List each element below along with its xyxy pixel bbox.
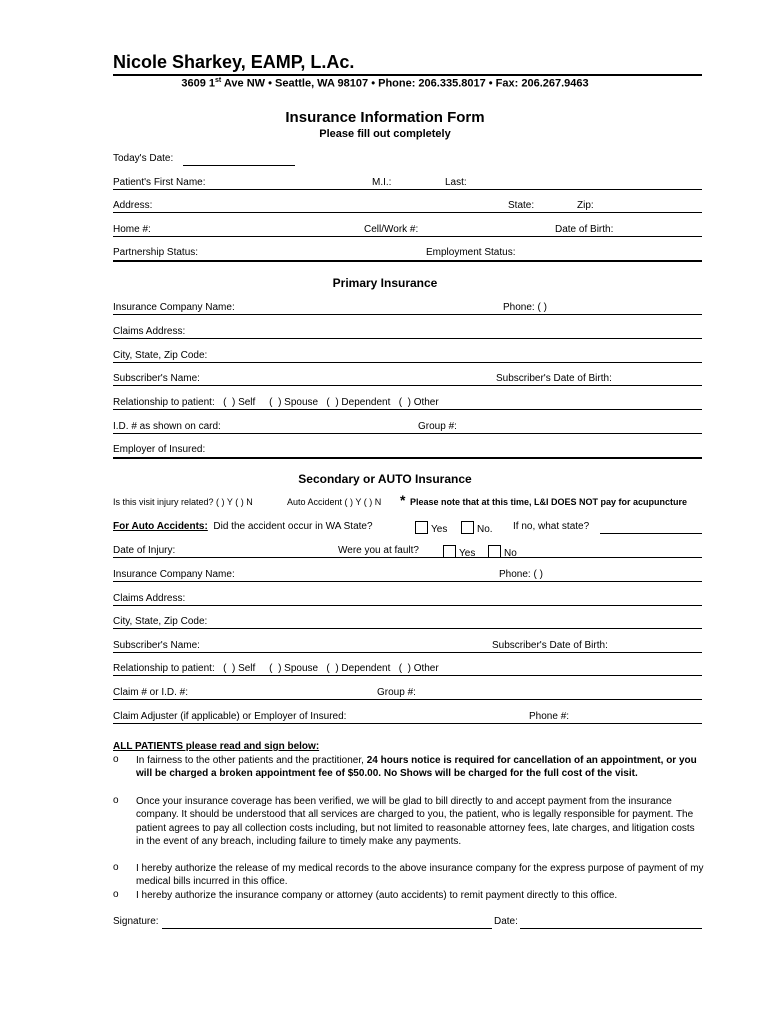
secondary-subscriber-field[interactable]	[113, 652, 702, 653]
wa-no-checkbox[interactable]	[461, 521, 474, 534]
agreement-heading: ALL PATIENTS please read and sign below:	[113, 741, 320, 752]
primary-id-field[interactable]	[113, 433, 702, 434]
claim-id-label: Claim # or I.D. #:	[113, 687, 189, 698]
primary-subscriber-dob-label: Subscriber's Date of Birth:	[496, 373, 612, 384]
wa-no-option[interactable]: No.	[461, 521, 493, 535]
date-injury-field[interactable]	[113, 557, 702, 558]
secondary-group-label: Group #:	[377, 687, 416, 698]
secondary-relationship[interactable]: Relationship to patient: ( ) Self ( ) Spouse ( ) Dependent ( ) Other	[113, 663, 439, 674]
adjuster-field[interactable]	[113, 723, 702, 724]
adjuster-phone-label: Phone #:	[529, 711, 570, 722]
secondary-city-label: City, State, Zip Code:	[113, 616, 208, 627]
primary-id-label: I.D. # as shown on card:	[113, 421, 221, 432]
primary-phone-label: Phone: ( )	[503, 302, 547, 313]
fault-yes-option[interactable]: Yes	[443, 545, 475, 559]
primary-relationship-rule	[113, 409, 702, 410]
wa-question: Did the accident occur in WA State?	[213, 521, 373, 532]
form-title: Insurance Information Form	[285, 109, 485, 126]
agreement-records: I hereby authorize the release of my medical records to the above insurance company for the express purpose of payment of my medical bills incurred in this office.	[136, 863, 704, 888]
secondary-heading: Secondary or AUTO Insurance	[298, 472, 472, 486]
signature-field[interactable]	[162, 928, 492, 929]
primary-subscriber-label: Subscriber's Name:	[113, 373, 200, 384]
home-phone-label: Home #:	[113, 224, 151, 235]
claim-id-field[interactable]	[113, 699, 702, 700]
wa-yes-checkbox[interactable]	[415, 521, 428, 534]
todays-date-label: Today's Date:	[113, 153, 174, 164]
date-injury-label: Date of Injury:	[113, 545, 176, 556]
primary-heading: Primary Insurance	[332, 276, 438, 290]
state-label: State:	[508, 200, 535, 211]
section-rule-1	[113, 260, 702, 262]
auto-accident-row	[113, 521, 373, 532]
practitioner-name: Nicole Sharkey, EAMP, L.Ac.	[113, 52, 355, 72]
dob-label: Date of Birth:	[555, 224, 614, 235]
li-note: Please note that at this time, L&I DOES NOT pay for acupuncture	[410, 497, 688, 507]
bullet-4: o	[113, 889, 119, 900]
zip-label: Zip:	[577, 200, 594, 211]
phone-field[interactable]	[113, 236, 702, 237]
secondary-subscriber-label: Subscriber's Name:	[113, 640, 200, 651]
wa-yes-option[interactable]: Yes	[415, 521, 447, 535]
primary-claims-field[interactable]	[113, 338, 702, 339]
secondary-phone-label: Phone: ( )	[499, 569, 543, 580]
mi-label: M.I.:	[372, 177, 392, 188]
first-name-label: Patient's First Name:	[113, 177, 206, 188]
auto-accident[interactable]: Auto Accident ( ) Y ( ) N	[287, 497, 382, 507]
adjuster-label: Claim Adjuster (if applicable) or Employer of Insured:	[113, 711, 347, 722]
agreement-cancellation: In fairness to the other patients and the practitioner, 24 hours notice is required for cancellation of an appointment, or you will be charged a broken appointment fee of $50.00. No Shows will be charged for the full cost of the visit.	[136, 755, 697, 780]
sign-date-field[interactable]	[520, 928, 702, 929]
cell-phone-label: Cell/Work #:	[364, 224, 419, 235]
primary-claims-label: Claims Address:	[113, 326, 186, 337]
primary-company-field[interactable]	[113, 314, 702, 315]
first-name-field[interactable]	[113, 189, 702, 190]
primary-group-label: Group #:	[418, 421, 457, 432]
secondary-claims-field[interactable]	[113, 605, 702, 606]
secondary-company-label: Insurance Company Name:	[113, 569, 235, 580]
sign-date-label: Date:	[494, 916, 518, 927]
injury-related[interactable]: Is this visit injury related? ( ) Y ( ) N	[113, 497, 253, 507]
fault-label: Were you at fault?	[338, 545, 419, 556]
fault-no-option[interactable]: No	[488, 545, 517, 559]
partnership-label: Partnership Status:	[113, 247, 199, 258]
agreement-billing: Once your insurance coverage has been verified, we will be glad to bill directly to and accept payment from the insurance company. It should be understood that all services are charged to you, the patient, who is legally responsible for payment. The patient agrees to pay all collection costs including, but not limited to reasonable attorney fees, late charges, and litigation costs in the event of any breach, including failure to timely make any payments.	[136, 796, 695, 847]
bullet-1: o	[113, 754, 119, 765]
agreement-payment: I hereby authorize the insurance company or attorney (auto accidents) to remit payment directly to this office.	[136, 890, 618, 901]
bullet-3: o	[113, 862, 119, 873]
todays-date-field[interactable]	[183, 165, 295, 166]
primary-employer-label: Employer of Insured:	[113, 444, 206, 455]
primary-company-label: Insurance Company Name:	[113, 302, 235, 313]
auto-accidents-label: For Auto Accidents:	[113, 521, 208, 532]
address-field[interactable]	[113, 212, 702, 213]
header-rule	[113, 74, 702, 76]
secondary-claims-label: Claims Address:	[113, 593, 186, 604]
secondary-relationship-rule	[113, 675, 702, 676]
section-rule-2	[113, 457, 702, 459]
primary-relationship[interactable]: Relationship to patient: ( ) Self ( ) Spouse ( ) Dependent ( ) Other	[113, 397, 439, 408]
signature-label: Signature:	[113, 916, 159, 927]
if-no-field[interactable]	[600, 533, 702, 534]
primary-city-label: City, State, Zip Code:	[113, 350, 208, 361]
practice-address: 3609 1st Ave NW • Seattle, WA 98107 • Phone: 206.335.8017 • Fax: 206.267.9463	[181, 77, 589, 90]
primary-city-field[interactable]	[113, 362, 702, 363]
if-no-label: If no, what state?	[513, 521, 590, 532]
secondary-subscriber-dob-label: Subscriber's Date of Birth:	[492, 640, 608, 651]
secondary-city-field[interactable]	[113, 628, 702, 629]
last-name-label: Last:	[445, 177, 467, 188]
note-star: *	[400, 492, 406, 508]
primary-subscriber-field[interactable]	[113, 385, 702, 386]
form-subtitle: Please fill out completely	[319, 128, 451, 140]
address-label: Address:	[113, 200, 153, 211]
employment-label: Employment Status:	[426, 247, 516, 258]
bullet-2: o	[113, 795, 119, 806]
secondary-company-field[interactable]	[113, 581, 702, 582]
